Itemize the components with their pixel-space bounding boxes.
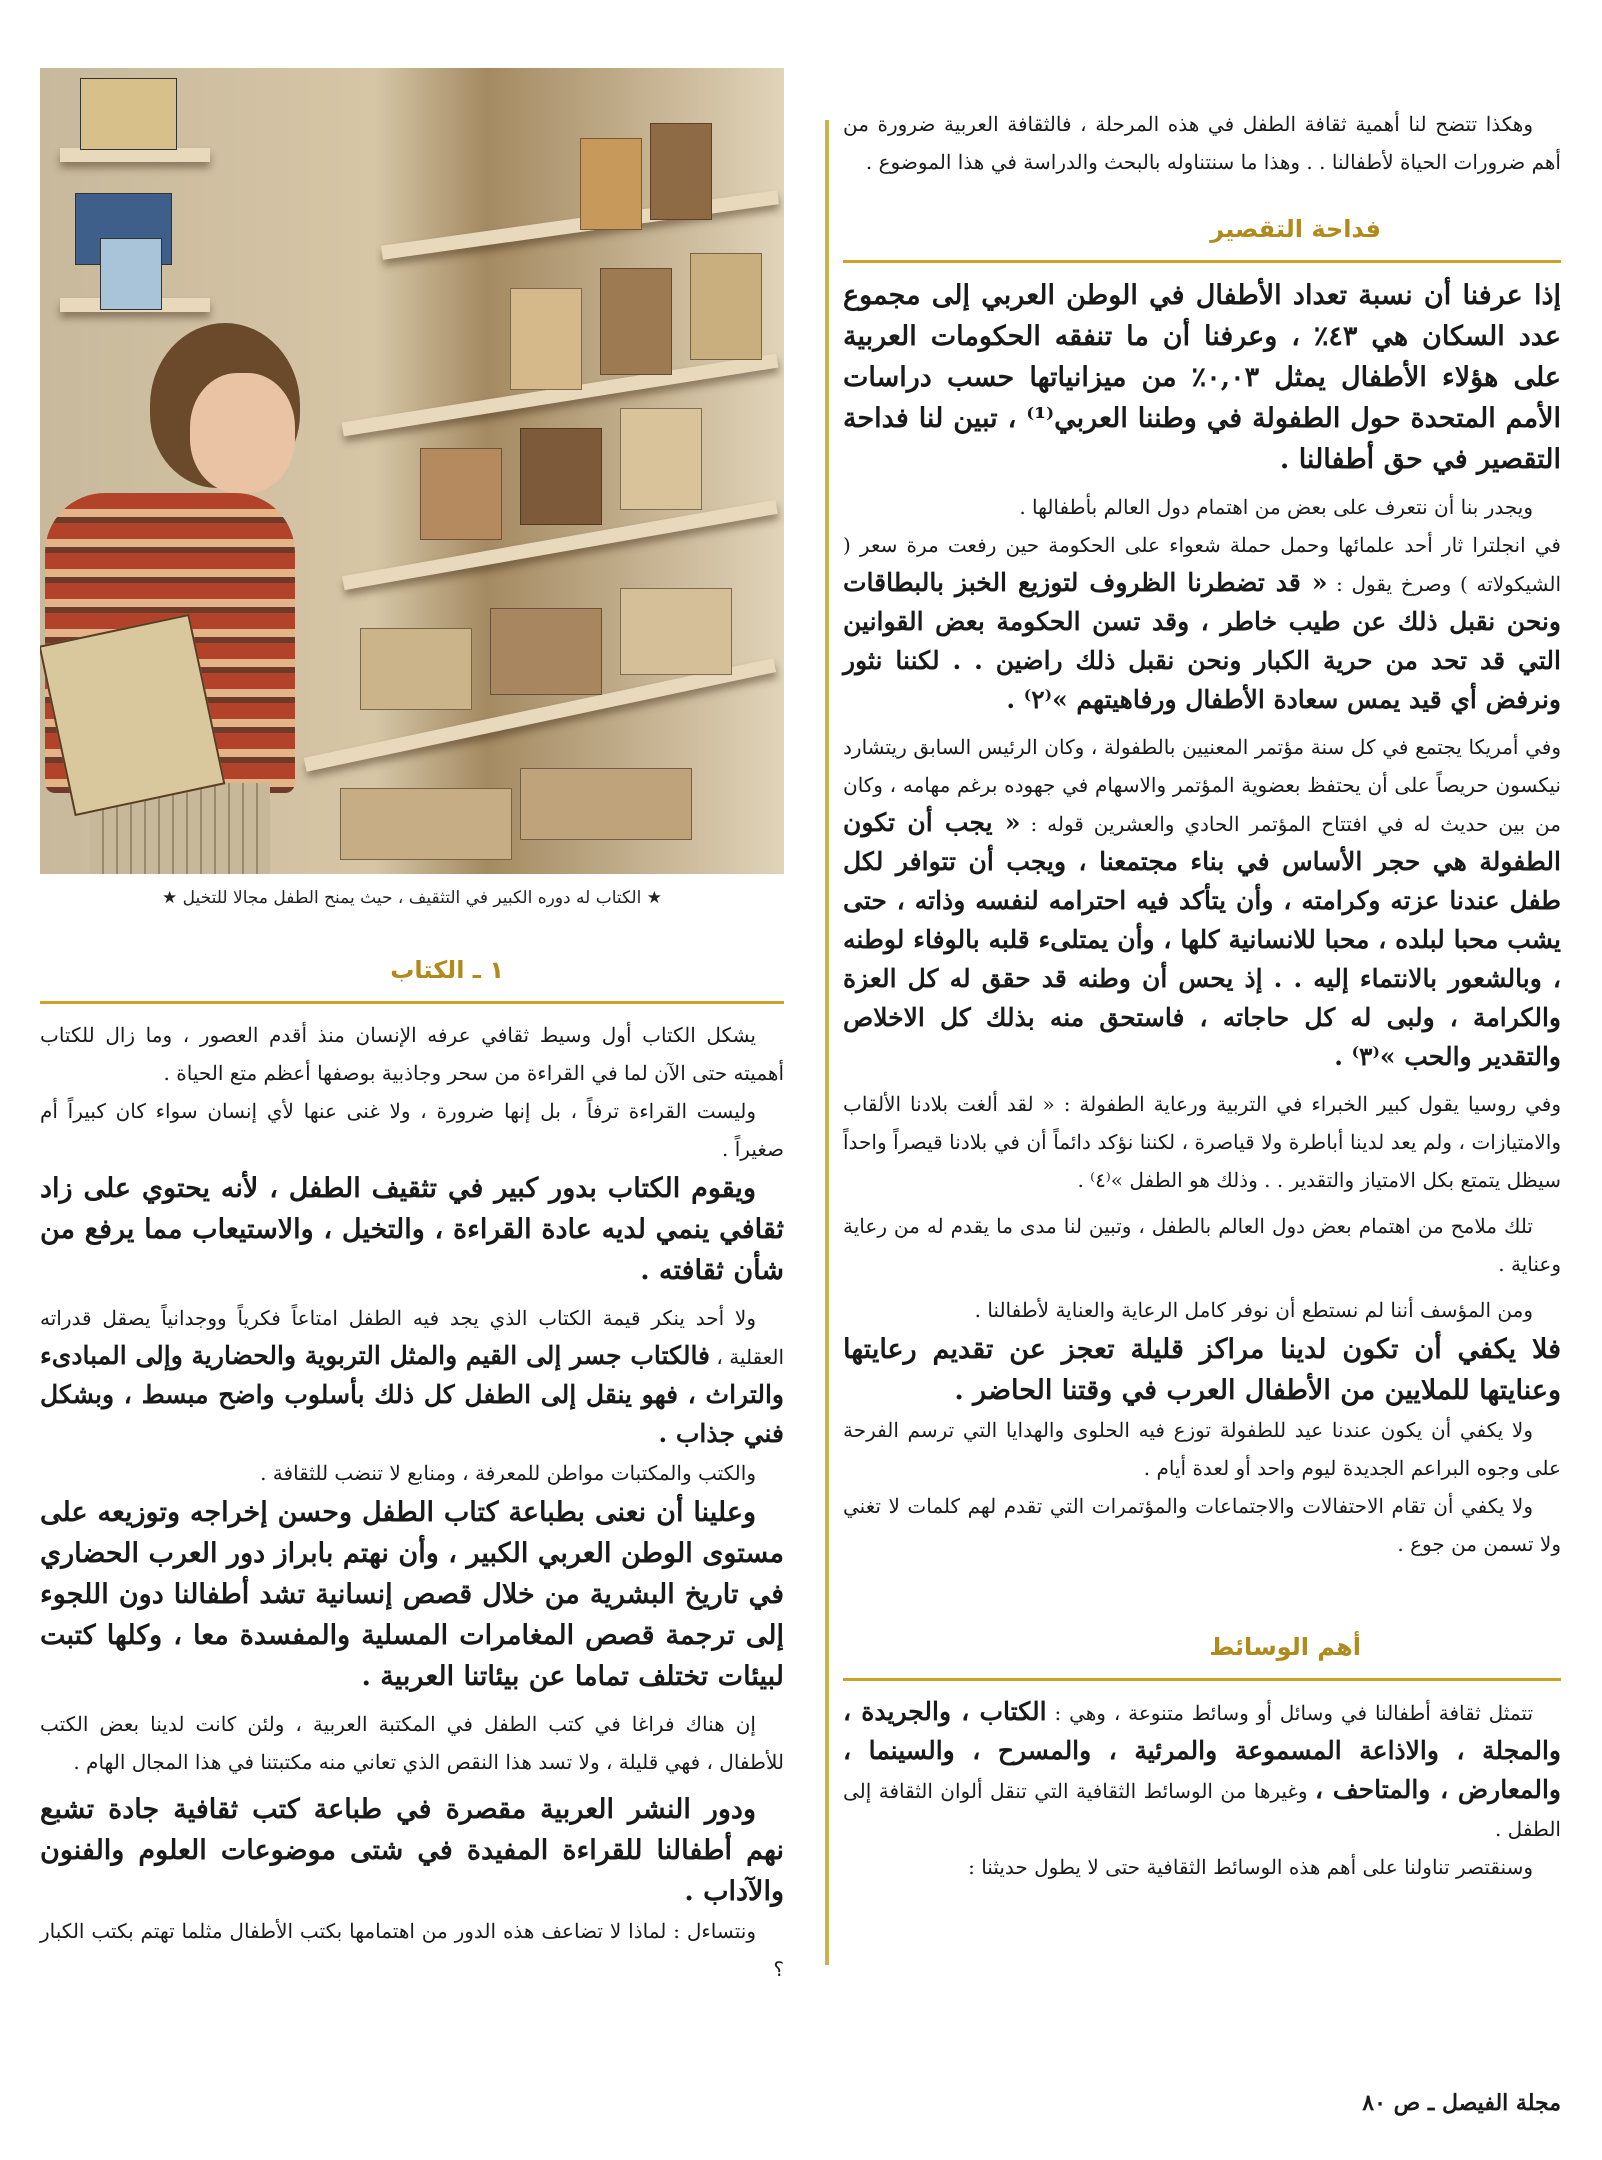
- child-bookstore-photo: [40, 68, 784, 874]
- book-value-text: ولا أحد ينكر قيمة الكتاب الذي يجد فيه الطفل امتاعاً فكرياً ووجدانياً يصقل قدراته العقلية ،: [40, 1306, 785, 1369]
- display-book: [100, 238, 162, 310]
- paragraph: ومن المؤسف أننا لم نستطع أن نوفر كامل الرعاية والعناية لأطفالنا .: [974, 1298, 1533, 1322]
- america-paragraph: [843, 728, 1561, 1077]
- section-heading-media: [843, 1633, 1561, 1681]
- media-text: تتمثل ثقافة أطفالنا في وسائل أو وسائط متنوعة ، وهي :: [1054, 1701, 1534, 1725]
- paragraph: ولا يكفي أن تقام الاحتفالات والاجتماعات والمؤتمرات التي تقدم لهم كلمات لا تغني ولا تسمن من جوع .: [843, 1494, 1561, 1556]
- book: [490, 608, 602, 695]
- heading-rule: [843, 260, 1561, 263]
- negligence-paragraph: إذا عرفنا أن نسبة تعداد الأطفال في الوطن العربي إلى مجموع عدد السكان هي ٤٣٪ ، وعرفنا أن ما تنفقه الحكومات العربية على هؤلاء الأطفال يمثل ٠,٠٣٪ من ميزانياتها حسب دراسات الأمم المتحدة حول الطفولة في وطننا العربي⁽¹⁾ ، تبين لنا فداحة التقصير في حق أطفالنا .: [843, 280, 1562, 475]
- left-column: [40, 68, 784, 2118]
- display-book: [80, 78, 177, 150]
- book: [360, 628, 472, 710]
- page-footer: مجلة الفيصل ـ ص ٨٠: [1362, 2090, 1561, 2116]
- column-divider: [825, 120, 829, 1965]
- right-column: [843, 105, 1561, 2125]
- media-list: الكتاب ، والجريدة ، والمجلة ، والاذاعة المسموعة والمرئية ، والمسرح ، والسينما ، والمعارض ، والمتاحف ،: [843, 1697, 1561, 1804]
- bold-paragraph: ويقوم الكتاب بدور كبير في تثقيف الطفل ، لأنه يحتوي على زاد ثقافي ينمي لديه عادة القراءة ، والتخيل ، والاستيعاب مما يرفع من شأن ثقافته .: [40, 1173, 784, 1286]
- book: [620, 408, 702, 510]
- paragraph: [40, 1299, 784, 1454]
- paragraph: وليست القراءة ترفاً ، بل إنها ضرورة ، ولا غنى عنها لأي إنسان سواء كان كبيراً أم صغيراً .: [40, 1099, 784, 1161]
- heading-rule: [843, 1678, 1561, 1681]
- section-title-media: أهم الوسائط: [1209, 1633, 1361, 1661]
- america-text: وفي أمريكا يجتمع في كل سنة مؤتمر المعنيين بالطفولة ، وكان الرئيس السابق ريتشارد نيكسون حريصاً على أن يحتفظ بعضوية المؤتمر والاسهام في جهوده برغم مهامه ، وكان من بين حديث له في افتتاح المؤتمر الحادي والعشرين قوله :: [843, 735, 1561, 836]
- section-title-negligence: فداحة التقصير: [1210, 215, 1381, 243]
- book: [520, 768, 692, 840]
- paragraph: يشكل الكتاب أول وسيط ثقافي عرفه الإنسان منذ أقدم العصور ، وما زال للكتاب أهميته حتى الآن لما في القراءة من سحر وجاذبية بوصفها أعظم متع الحياة .: [40, 1023, 784, 1085]
- section-heading-book: [40, 956, 784, 1004]
- section-title-book: ١ ـ الكتاب: [390, 956, 504, 984]
- bold-paragraph: ودور النشر العربية مقصرة في طباعة كتب ثقافية جادة تشبع نهم أطفالنا للقراءة المفيدة في شتى موضوعات العلوم والفنون والآداب .: [40, 1794, 784, 1907]
- book: [520, 428, 602, 525]
- paragraph: ونتساءل : لماذا لا تضاعف هذه الدور من اهتمامها بكتب الأطفال مثلما تهتم بكتب الكبار ؟: [40, 1919, 784, 1981]
- child-face: [190, 373, 295, 493]
- bold-paragraph: فلا يكفي أن تكون لدينا مراكز قليلة تعجز عن تقديم رعايتها وعنايتها للملايين من الأطفال العرب في وقتنا الحاضر .: [843, 1334, 1561, 1406]
- book: [340, 788, 512, 860]
- book: [420, 448, 502, 540]
- shelf: [60, 148, 210, 162]
- england-quote: « قد تضطرنا الظروف لتوزيع الخبز بالبطاقات ونحن نقبل ذلك عن طيب خاطر ، وقد تسن الحكومة بعض القوانين التي قد تحد من حرية الكبار ونحن نقبل ذلك راضين . . لكننا نثور ونرفض أي قيد يمس سعادة الأطفال ورفاهيتهم »⁽٢⁾ .: [843, 568, 1561, 714]
- book: [580, 138, 642, 230]
- book: [620, 588, 732, 675]
- russia-paragraph: وفي روسيا يقول كبير الخبراء في التربية ورعاية الطفولة : « لقد ألغت بلادنا الألقاب والامتيازات ، ولم يعد لدينا أباطرة ولا قياصرة ، لكننا نؤكد دائماً أن في بلادنا قيصراً واحداً سيظل يتمتع بكل الامتياز والتقدير . . وذلك هو الطفل »⁽٤⁾ .: [843, 1092, 1561, 1192]
- paragraph: إن هناك فراغا في كتب الطفل في المكتبة العربية ، ولئن كانت لدينا بعض الكتب للأطفال ، فهي قليلة ، ولا تسد هذا النقص الذي تعاني منه مكتبتنا في هذا المجال الهام .: [40, 1712, 784, 1774]
- paragraph: ويجدر بنا أن نتعرف على بعض من اهتمام دول العالم بأطفالها .: [1019, 495, 1533, 519]
- paragraph: والكتب والمكتبات مواطن للمعرفة ، ومنابع لا تنضب للثقافة .: [260, 1461, 756, 1485]
- paragraph: تلك ملامح من اهتمام بعض دول العالم بالطفل ، وتبين لنا مدى ما يقدم له من رعاية وعناية .: [843, 1214, 1561, 1276]
- photo-caption: ★ الكتاب له دوره الكبير في التثقيف ، حيث يمنح الطفل مجالا للتخيل ★: [162, 888, 662, 908]
- intro-paragraph: وهكذا تتضح لنا أهمية ثقافة الطفل في هذه المرحلة ، فالثقافة العربية ضرورة من أهم ضرورات الحياة لأطفالنا . . وهذا ما سنتناوله بالبحث والدراسة في هذا الموضوع .: [843, 112, 1561, 174]
- book: [510, 288, 582, 390]
- book: [600, 268, 672, 375]
- england-paragraph: [843, 526, 1561, 720]
- england-text: في انجلترا ثار أحد علمائها وحمل حملة شعواء على الحكومة حين رفعت مرة سعر ( الشيكولاته ) وصرخ يقول :: [843, 533, 1562, 596]
- heading-rule: [40, 1001, 784, 1004]
- section-heading-negligence: [843, 215, 1561, 263]
- america-quote: « يجب أن تكون الطفولة هي حجر الأساس في بناء مجتمعنا ، ويجب أن تتوافر لكل طفل عندنا عزته وكرامته ، وأن يتأكد فيه احترامه لنفسه وذاته ، حتى يشب محبا لبلده ، محبا للانسانية كلها ، وأن يمتلىء قلبه بالوفاء لوطنه ، وبالشعور بالانتماء إليه . . إذ يحس أن وطنه قد حقق له كل العزة والكرامة ، ولبى له كل حاجاته ، فاستحق منه بذلك كل الاخلاص والتقدير والحب »⁽٣⁾ .: [843, 808, 1561, 1071]
- paragraph: وسنقتصر تناولنا على أهم هذه الوسائط الثقافية حتى لا يطول حديثنا :: [968, 1855, 1533, 1879]
- book: [650, 123, 712, 220]
- paragraph: ولا يكفي أن يكون عندنا عيد للطفولة توزع فيه الحلوى والهدايا التي ترسم الفرحة على وجوه البراعم الجديدة ليوم واحد أو لعدة أيام .: [843, 1418, 1561, 1480]
- book-value-bold: فالكتاب جسر إلى القيم والمثل التربوية والحضارية وإلى المبادىء والتراث ، فهو ينقل إلى الطفل كل ذلك بأسلوب واضح مبسط ، وبشكل فني جذاب .: [40, 1341, 784, 1448]
- bold-paragraph: وعلينا أن نعنى بطباعة كتاب الطفل وحسن إخراجه وتوزيعه على مستوى الوطن العربي الكبير ، وأن نهتم بابراز دور العرب الحضاري في تاريخ البشرية من خلال قصص إنسانية تشد أطفالنا دون اللجوء إلى ترجمة قصص المغامرات المسلية والمفسدة معا ، وكلها كتبت لبيئات تختلف تماما عن بيئاتنا العربية .: [40, 1497, 784, 1692]
- book: [690, 253, 762, 360]
- media-paragraph: [843, 1693, 1561, 1848]
- media-tail: وغيرها من الوسائط الثقافية التي تنقل ألوان الثقافة إلى الطفل .: [843, 1779, 1561, 1841]
